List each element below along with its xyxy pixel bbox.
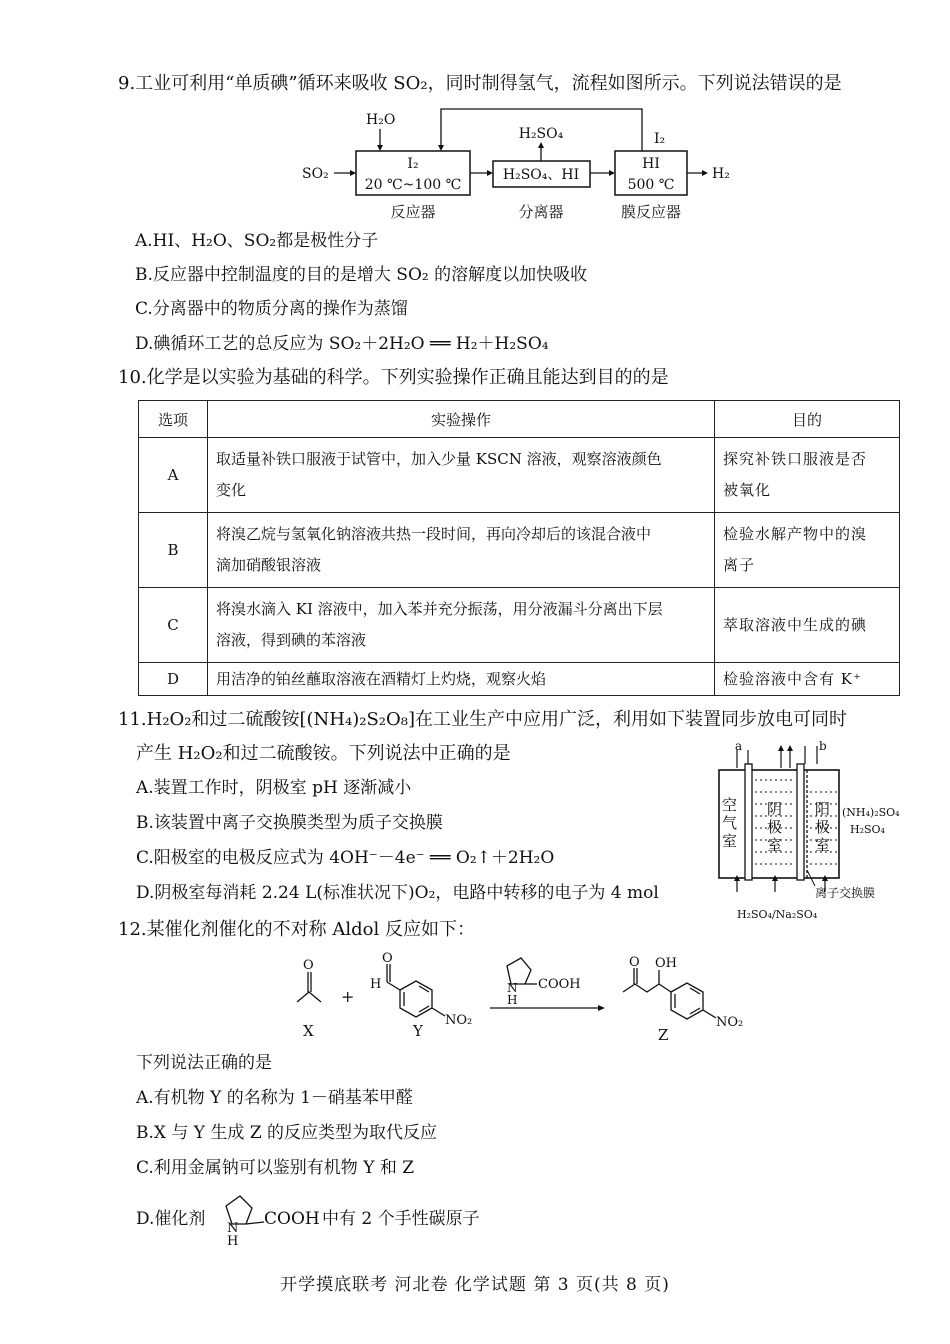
row-purpose: 检验溶液中含有 K⁺ bbox=[715, 663, 900, 696]
table-row bbox=[139, 663, 900, 696]
row-option: C bbox=[139, 588, 208, 663]
y-hydrogen: H bbox=[370, 977, 382, 992]
membrane-label: 膜反应器 bbox=[620, 203, 682, 221]
proline-nitrogen: N bbox=[227, 1221, 239, 1236]
h2o-input-label: H₂O bbox=[366, 112, 396, 128]
row-option: D bbox=[139, 663, 208, 696]
q9-option-d: D.碘循环工艺的总反应为 SO₂＋2H₂O ══ H₂＋H₂SO₄ bbox=[135, 334, 549, 354]
electrolyte-inlet-label: H₂SO₄/Na₂SO₄ bbox=[737, 908, 818, 921]
q9-option-c: C.分离器中的物质分离的操作为蒸馏 bbox=[135, 299, 408, 319]
anode-solution-line2: H₂SO₄ bbox=[850, 823, 885, 836]
q12-prompt: 下列说法正确的是 bbox=[136, 1053, 272, 1073]
cathode-chamber-char2: 极 bbox=[767, 818, 783, 836]
q12-option-b: B.X 与 Y 生成 Z 的反应类型为取代反应 bbox=[136, 1123, 438, 1143]
plus-sign: + bbox=[341, 987, 355, 1006]
row-purpose: 探究补铁口服液是否 被氧化 bbox=[715, 438, 900, 513]
reactor-line1: I₂ bbox=[407, 156, 419, 172]
q10-stem: 10.化学是以实验为基础的科学。下列实验操作正确且能达到目的的是 bbox=[118, 367, 669, 388]
q12-option-d-prefix: D.催化剂 bbox=[136, 1209, 206, 1229]
q12-option-d-suffix: 中有 2 个手性碳原子 bbox=[322, 1209, 480, 1229]
row-operation: 取适量补铁口服液于试管中，加入少量 KSCN 溶液，观察溶液颜色 变化 bbox=[208, 438, 715, 513]
catalyst-proline-structure bbox=[212, 1188, 272, 1248]
anode-chamber-char1: 阳 bbox=[815, 800, 831, 818]
membrane-line2: 500 ℃ bbox=[627, 177, 675, 193]
q9-flow-diagram bbox=[290, 105, 750, 225]
anode-chamber-char2: 极 bbox=[815, 818, 831, 836]
cathode-electrode bbox=[745, 764, 752, 880]
table-row bbox=[139, 588, 900, 663]
cathode-chamber-char1: 阴 bbox=[767, 800, 783, 818]
compound-x-label: X bbox=[303, 1022, 314, 1040]
membrane-label: 离子交换膜 bbox=[815, 886, 876, 900]
cathode-chamber-char3: 室 bbox=[767, 836, 783, 854]
compound-z-label: Z bbox=[658, 1026, 669, 1044]
air-chamber-char1: 空 bbox=[722, 796, 738, 814]
wire-label-b: b bbox=[819, 740, 827, 753]
catalyst-cooh: COOH bbox=[538, 977, 581, 992]
q12-aldol-reaction bbox=[285, 950, 785, 1045]
catalyst-hydrogen: H bbox=[507, 993, 518, 1007]
row-operation: 将溴水滴入 KI 溶液中，加入苯并充分振荡，用分液漏斗分离出下层 溶液，得到碘的苯溶液 bbox=[208, 588, 715, 663]
row-purpose: 萃取溶液中生成的碘 bbox=[715, 588, 900, 663]
table-row bbox=[139, 513, 900, 588]
q11-stem-line2: 产生 H₂O₂和过二硫酸铵。下列说法中正确的是 bbox=[136, 743, 511, 764]
q12-option-a: A.有机物 Y 的名称为 1－硝基苯甲醛 bbox=[136, 1088, 413, 1108]
iodine-return-label: I₂ bbox=[654, 131, 666, 147]
y-nitro-group: NO₂ bbox=[445, 1013, 473, 1028]
row-purpose: 检验水解产物中的溴 离子 bbox=[715, 513, 900, 588]
q11-electrolysis-device bbox=[715, 740, 915, 925]
q9-option-a: A.HI、H₂O、SO₂都是极性分子 bbox=[135, 231, 379, 251]
row-operation: 用洁净的铂丝蘸取溶液在酒精灯上灼烧，观察火焰 bbox=[208, 663, 715, 696]
air-chamber-char3: 室 bbox=[722, 832, 738, 850]
header-purpose: 目的 bbox=[715, 401, 900, 438]
air-chamber-char2: 气 bbox=[722, 814, 738, 832]
h2-output-label: H₂ bbox=[712, 166, 730, 182]
x-oxygen: O bbox=[303, 958, 314, 973]
reactor-line2: 20 ℃~100 ℃ bbox=[364, 177, 462, 193]
separator-content: H₂SO₄、HI bbox=[502, 167, 580, 183]
catalyst-nitrogen: N bbox=[507, 981, 518, 995]
header-option: 选项 bbox=[139, 401, 208, 438]
q11-option-b: B.该装置中离子交换膜类型为质子交换膜 bbox=[136, 813, 443, 833]
row-option: B bbox=[139, 513, 208, 588]
q11-option-c: C.阳极室的电极反应式为 4OH⁻－4e⁻ ══ O₂↑＋2H₂O bbox=[136, 848, 555, 868]
anode-solution-line1: (NH₄)₂SO₄ bbox=[842, 806, 900, 819]
wire-label-a: a bbox=[735, 740, 743, 753]
q11-option-a: A.装置工作时，阴极室 pH 逐渐减小 bbox=[136, 778, 412, 798]
table-row bbox=[139, 438, 900, 513]
page-footer: 开学摸底联考 河北卷 化学试题 第 3 页(共 8 页) bbox=[280, 1275, 670, 1295]
z-hydroxyl: OH bbox=[655, 956, 677, 971]
header-operation: 实验操作 bbox=[208, 401, 715, 438]
reactor-label: 反应器 bbox=[390, 203, 436, 221]
q12-option-d-cooh: COOH bbox=[264, 1209, 320, 1229]
q12-stem: 12.某催化剂催化的不对称 Aldol 反应如下： bbox=[118, 919, 475, 940]
y-oxygen: O bbox=[382, 951, 393, 966]
row-operation: 将溴乙烷与氢氧化钠溶液共热一段时间，再向冷却后的该混合液中 滴加硝酸银溶液 bbox=[208, 513, 715, 588]
so2-input-label: SO₂ bbox=[302, 166, 329, 182]
separator-label: 分离器 bbox=[518, 203, 564, 221]
table-header-row bbox=[139, 401, 900, 438]
anode-electrode bbox=[797, 764, 804, 880]
proline-hydrogen: H bbox=[227, 1234, 239, 1248]
membrane-line1: HI bbox=[642, 156, 660, 172]
anode-chamber-char3: 室 bbox=[815, 836, 831, 854]
z-nitro-group: NO₂ bbox=[716, 1015, 744, 1030]
q10-experiment-table bbox=[138, 400, 900, 696]
row-option: A bbox=[139, 438, 208, 513]
q11-stem-line1: 11.H₂O₂和过二硫酸铵[(NH₄)₂S₂O₈]在工业生产中应用广泛，利用如下装置同步放电可同时 bbox=[118, 709, 847, 730]
compound-y-label: Y bbox=[413, 1022, 423, 1040]
q9-stem: 9.工业可利用“单质碘”循环来吸收 SO₂，同时制得氢气，流程如图所示。下列说法错误的是 bbox=[118, 73, 842, 94]
q9-option-b: B.反应器中控制温度的目的是增大 SO₂ 的溶解度以加快吸收 bbox=[135, 265, 588, 285]
q12-option-c: C.利用金属钠可以鉴别有机物 Y 和 Z bbox=[136, 1158, 415, 1178]
z-oxygen: O bbox=[629, 955, 640, 970]
q11-option-d: D.阴极室每消耗 2.24 L(标准状况下)O₂，电路中转移的电子为 4 mol bbox=[136, 883, 659, 903]
separator-output-label: H₂SO₄ bbox=[518, 126, 564, 142]
